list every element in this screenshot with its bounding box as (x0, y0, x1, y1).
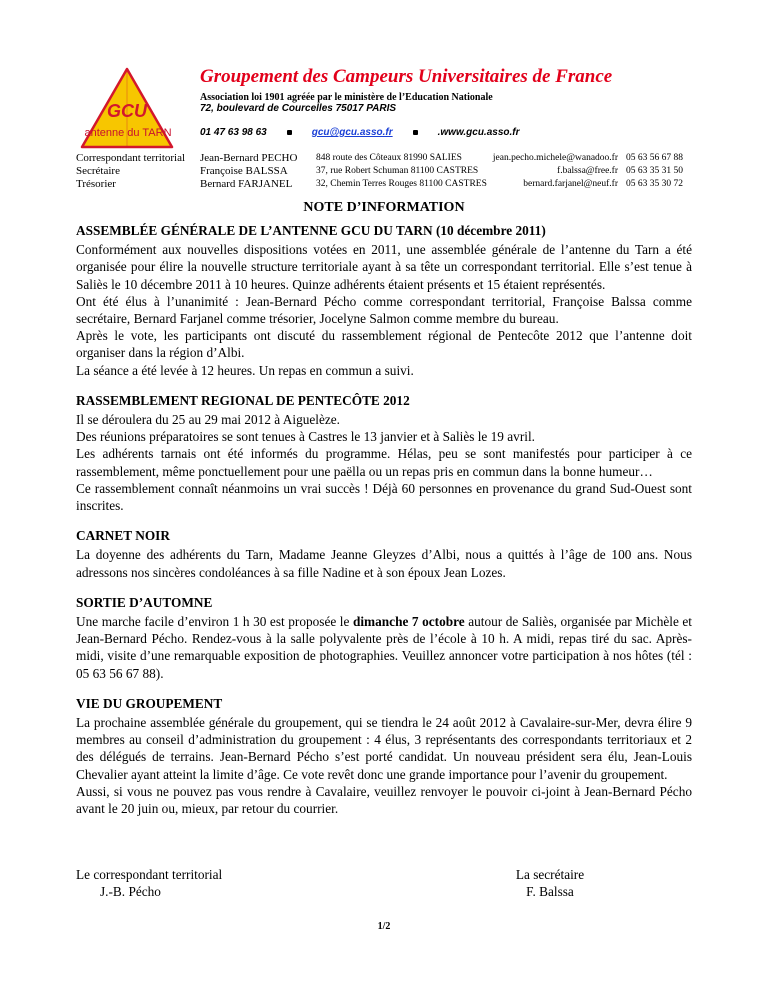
signatory-name: F. Balssa (526, 884, 574, 899)
org-phone: 01 47 63 98 63 (200, 127, 267, 138)
signatory-title: La secrétaire (515, 867, 585, 882)
paragraph: Il se déroulera du 25 au 29 mai 2012 à Aiguelèze. (76, 412, 341, 428)
paragraph: La séance a été levée à 12 heures. Un repas en commun a suivi. (76, 362, 414, 378)
org-website[interactable]: .www.gcu.asso.fr (437, 127, 520, 138)
note-title: NOTE D’INFORMATION (303, 200, 465, 215)
address-row (316, 152, 618, 165)
paragraph: Les adhérents tarnais ont été informés du programme. Hélas, peu se sont manifestés pour participer à ce rassemblement, même ponctuellement pour une paëlla ou un repas pris en commun dans la bonne humeur… (76, 446, 692, 479)
officer-phone: 05 63 35 30 72 (626, 179, 683, 189)
officer-phone: 05 63 35 31 50 (626, 166, 683, 176)
text-run: autour de Saliès, organisée par Michèle et Jean-Bernard Pécho. Rendez-vous à la salle polyvalente près de l’école à 10 h. A midi, repas tiré du sac. Après-midi, visite d’une remarquable exposition de photographies. Veuillez annoncer votre participation à nos hôtes (tél : 05 63 56 67 88). (76, 614, 692, 681)
section-carnet-noir (76, 527, 692, 581)
section-heading: RASSEMBLEMENT REGIONAL DE PENTECÔTE 2012 (76, 392, 410, 408)
section-rassemblement (76, 392, 692, 514)
antenna-label: antenne du TARN (84, 127, 172, 139)
postal-address: 37, rue Robert Schuman 81100 CASTRES (316, 166, 479, 176)
section-heading: SORTIE D’AUTOMNE (76, 594, 213, 610)
paragraph: Conformément aux nouvelles dispositions votées en 2011, une assemblée générale de l’antenne du Tarn a été organisée pour élire la nouvelle structure territoriale ayant à sa tête un correspondant territorial. Elle s’est tenue à Saliès le 10 décembre 2011 à 10 heures. Quinze adhérents étaient présents et 15 étaient représentés. (76, 242, 692, 292)
paragraph: La doyenne des adhérents du Tarn, Madame Jeanne Gleyzes d’Albi, nous a quittés à l’âge de 100 ans. Nous adressons nos sincères condoléances à sa fille Nadine et à son époux Jean Lozes. (76, 547, 692, 580)
officer-name: Françoise BALSSA (200, 165, 288, 177)
section-vie-groupement (76, 695, 692, 817)
paragraph: Ont été élus à l’unanimité : Jean-Bernard Pécho comme correspondant territorial, Françoise Balssa comme secrétaire, Bernard Farjanel comme trésorier, Jocelyne Salmon comme membre du bureau. (76, 293, 692, 327)
text-run: Une marche facile d’environ 1 h 30 est proposée le (76, 614, 353, 630)
event-date: dimanche 7 octobre (352, 614, 465, 630)
role: Trésorier (76, 178, 116, 190)
officer-roles (76, 152, 185, 191)
officer-phone: 05 63 56 67 88 (626, 153, 683, 163)
paragraph: La prochaine assemblée générale du groupement, qui se tiendra le 24 août 2012 à Cavalaire-sur-Mer, devra élire 9 membres au conseil d’administration du groupement : 4 élus, 3 représentants des correspondants territoriaux et 2 des délégués de terrains. Jean-Bernard Pécho s’est porté candidat. Un nouveau président sera élu, Jean-Louis Chevalier ayant atteint la limite d’âge. Ce vote revêt donc une grande importance pour l’avenir du groupement. (76, 715, 692, 782)
paragraph: Ce rassemblement connaît néanmoins un vrai succès ! Déjà 60 personnes en provenance du grand Sud-Ouest sont inscrites. (76, 480, 692, 514)
officer-name: Jean-Bernard PECHO (200, 152, 298, 164)
bullet-icon (413, 130, 418, 135)
section-heading: VIE DU GROUPEMENT (76, 695, 223, 711)
officer-email[interactable]: bernard.farjanel@neuf.fr (523, 179, 618, 189)
page-number: 1/2 (377, 921, 391, 932)
section-sortie-automne (76, 594, 692, 682)
officer-phones (626, 152, 683, 191)
paragraph: Des réunions préparatoires se sont tenues à Castres le 13 janvier et à Saliès le 19 avril. (76, 429, 535, 445)
signatory-title: Le correspondant territorial (76, 867, 223, 882)
paragraph: Après le vote, les participants ont discuté du rassemblement régional de Pentecôte 2012 que l’antenne doit organiser dans la région d’Albi. (76, 328, 692, 361)
section-heading: CARNET NOIR (76, 528, 170, 544)
officer-email[interactable]: f.balssa@free.fr (557, 166, 618, 176)
note-body (76, 222, 692, 830)
logo-text: GCU (107, 101, 147, 121)
signature-left (76, 866, 222, 900)
officer-addresses (316, 152, 618, 191)
address-row (316, 178, 618, 191)
officer-email[interactable]: jean.pecho.michele@wanadoo.fr (492, 153, 618, 163)
paragraph: Aussi, si vous ne pouvez pas vous rendre à Cavalaire, veuillez renvoyer le pouvoir ci-joint à Jean-Bernard Pécho avant le 20 juin ou, mieux, par retour du courrier. (76, 783, 692, 817)
role: Correspondant territorial (76, 152, 186, 164)
contact-row (200, 127, 520, 138)
org-email-link[interactable]: gcu@gcu.asso.fr (311, 127, 393, 138)
postal-address: 32, Chemin Terres Rouges 81100 CASTRES (316, 179, 487, 189)
org-title: Groupement des Campeurs Universitaires de France (200, 66, 613, 87)
postal-address: 848 route des Côteaux 81990 SALIES (316, 153, 462, 163)
bullet-icon (287, 130, 292, 135)
signatory-name: J.-B. Pécho (100, 884, 161, 899)
section-heading: ASSEMBLÉE GÉNÉRALE DE L’ANTENNE GCU DU TARN (10 décembre 2011) (76, 223, 546, 238)
officer-name: Bernard FARJANEL (200, 178, 293, 190)
signature-right (498, 866, 602, 900)
address-row (316, 165, 618, 178)
org-approval-line: Association loi 1901 agréée par le ministère de l’Education Nationale (200, 92, 493, 103)
role: Secrétaire (76, 165, 120, 177)
org-address: 72, boulevard de Courcelles 75017 PARIS (200, 103, 397, 114)
officer-names (200, 152, 297, 191)
paragraph (76, 613, 692, 682)
section-assemblee-generale (76, 222, 692, 379)
